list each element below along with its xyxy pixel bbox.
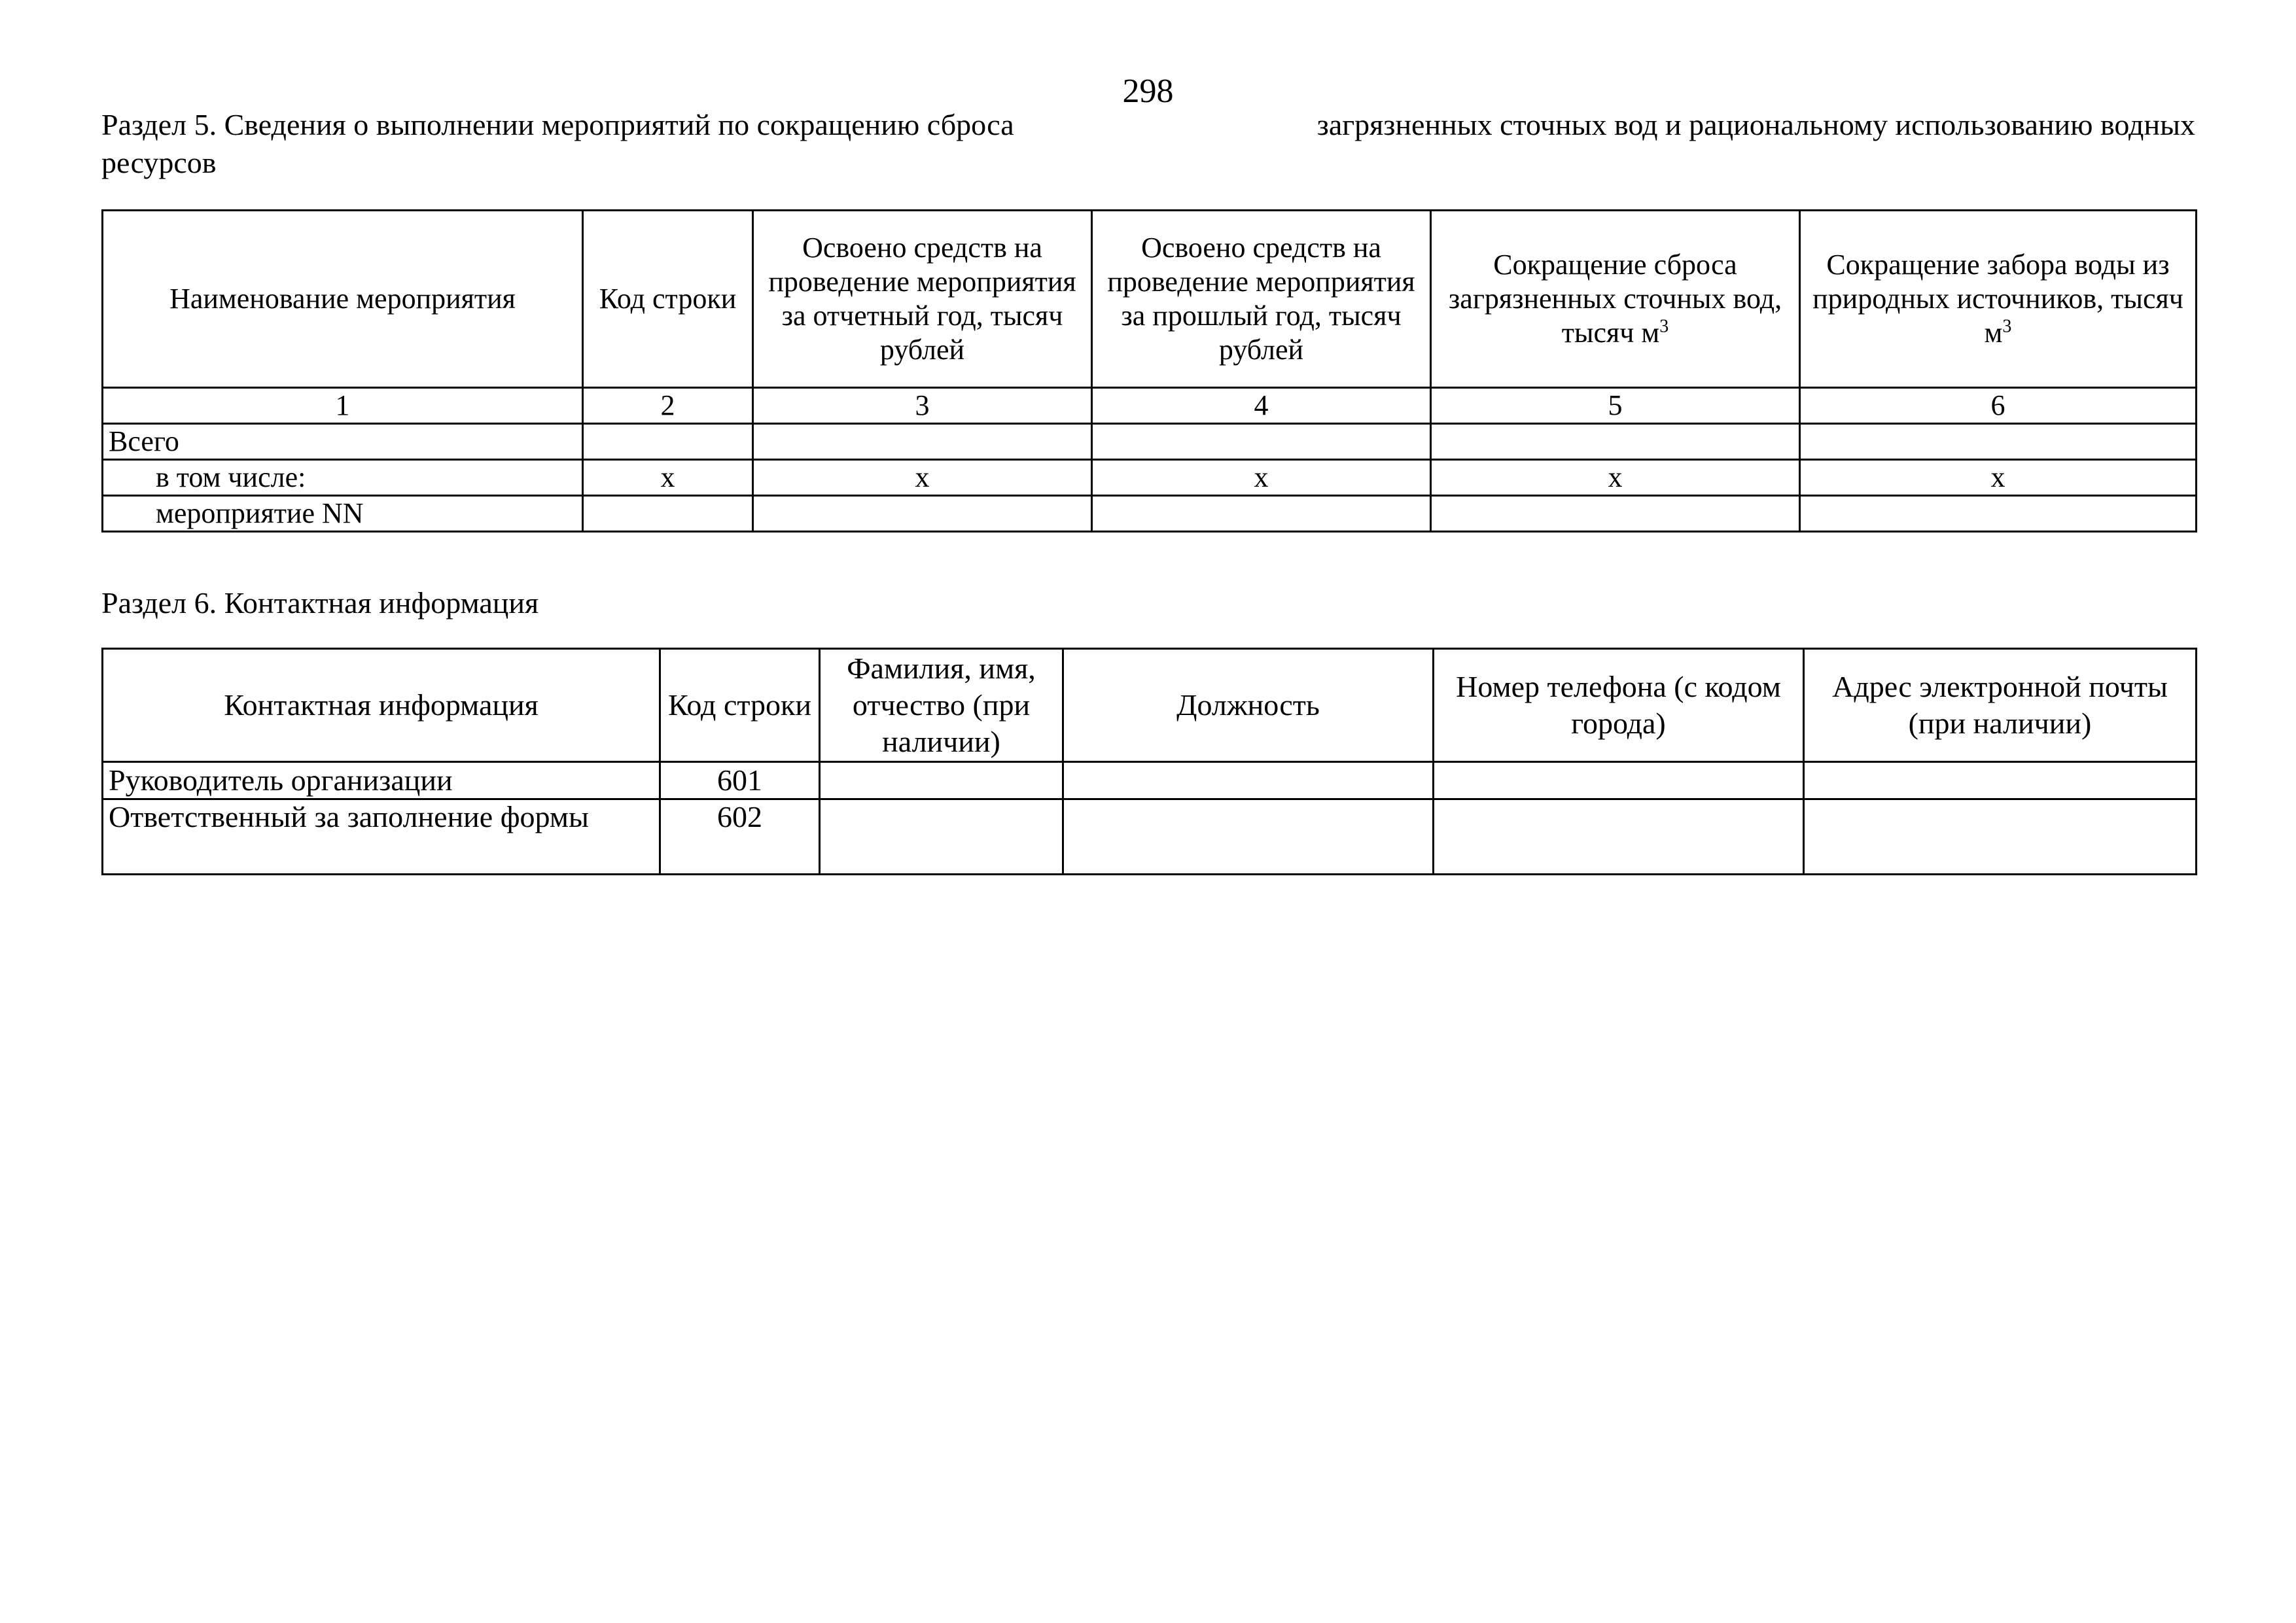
table-row [103, 424, 2197, 460]
table-cell[interactable] [1800, 496, 2197, 532]
s5-header-spent-current: Освоено средств на проведение мероприятия за отчетный год, тысяч рублей [753, 211, 1092, 388]
table-cell[interactable] [1092, 424, 1431, 460]
s5-header-intake-reduction: Сокращение забора воды из природных источников, тысяч $м^3$ [1800, 211, 2197, 388]
section5-title-part1: Раздел 5. Сведения о выполнении мероприятий по сокращению сброса [101, 108, 1014, 141]
s6-header-phone: Номер телефона (с кодом города) [1434, 649, 1804, 762]
s6-header-full-name: Фамилия, имя, отчество (при наличии) [820, 649, 1063, 762]
row-label-measure: мероприятие NN [103, 496, 583, 532]
table-row [103, 460, 2197, 496]
table-cell[interactable] [1800, 424, 2197, 460]
section5-table [101, 209, 2197, 532]
table-cell[interactable] [1063, 762, 1434, 799]
s5-header-name: Наименование мероприятия [103, 211, 583, 388]
table-cell[interactable] [1431, 496, 1800, 532]
column-number: 4 [1092, 388, 1431, 424]
table-cell: х [753, 460, 1092, 496]
table-cell: х [1800, 460, 2197, 496]
table-cell[interactable] [753, 424, 1092, 460]
row-code: 601 [660, 762, 820, 799]
table-row [103, 496, 2197, 532]
table-cell[interactable] [1092, 496, 1431, 532]
column-number: 3 [753, 388, 1092, 424]
section5-title [101, 106, 2195, 182]
section6-table [101, 648, 2197, 875]
row-label-including: в том числе: [103, 460, 583, 496]
section5-title-part2: загрязненных сточных вод и рациональному использованию водных [1316, 108, 2195, 141]
section5-header-row [103, 211, 2197, 388]
table-row [103, 762, 2197, 799]
column-number: 6 [1800, 388, 2197, 424]
table-cell[interactable] [1434, 799, 1804, 875]
table-cell[interactable] [1063, 799, 1434, 875]
table-cell[interactable] [820, 762, 1063, 799]
table-row [103, 799, 2197, 875]
table-cell: х [583, 460, 753, 496]
section6-title: Раздел 6. Контактная информация [101, 586, 539, 620]
column-number: 1 [103, 388, 583, 424]
column-number: 5 [1431, 388, 1800, 424]
row-label-total: Всего [103, 424, 583, 460]
s6-header-position: Должность [1063, 649, 1434, 762]
column-number: 2 [583, 388, 753, 424]
table-cell[interactable] [1434, 762, 1804, 799]
table-cell[interactable] [583, 424, 753, 460]
section6-header-row [103, 649, 2197, 762]
row-label-head: Руководитель организации [103, 762, 660, 799]
table-cell: х [1092, 460, 1431, 496]
table-cell[interactable] [1804, 762, 2197, 799]
table-cell[interactable] [753, 496, 1092, 532]
s6-header-code: Код строки [660, 649, 820, 762]
table-cell[interactable] [583, 496, 753, 532]
s6-header-contact: Контактная информация [103, 649, 660, 762]
table-cell[interactable] [1431, 424, 1800, 460]
table-cell: х [1431, 460, 1800, 496]
s5-header-discharge-reduction: Сокращение сброса загрязненных сточных вод, тысяч $м^3$ [1431, 211, 1800, 388]
section5-title-part3: ресурсов [101, 146, 217, 179]
row-code: 602 [660, 799, 820, 875]
s5-header-code: Код строки [583, 211, 753, 388]
section5-column-numbers-row [103, 388, 2197, 424]
row-label-responsible: Ответственный за заполнение формы [103, 799, 660, 875]
table-cell[interactable] [820, 799, 1063, 875]
page-number: 298 [1122, 73, 1174, 110]
s5-header-spent-previous: Освоено средств на проведение мероприятия за прошлый год, тысяч рублей [1092, 211, 1431, 388]
s6-header-email: Адрес электронной почты (при наличии) [1804, 649, 2197, 762]
table-cell[interactable] [1804, 799, 2197, 875]
